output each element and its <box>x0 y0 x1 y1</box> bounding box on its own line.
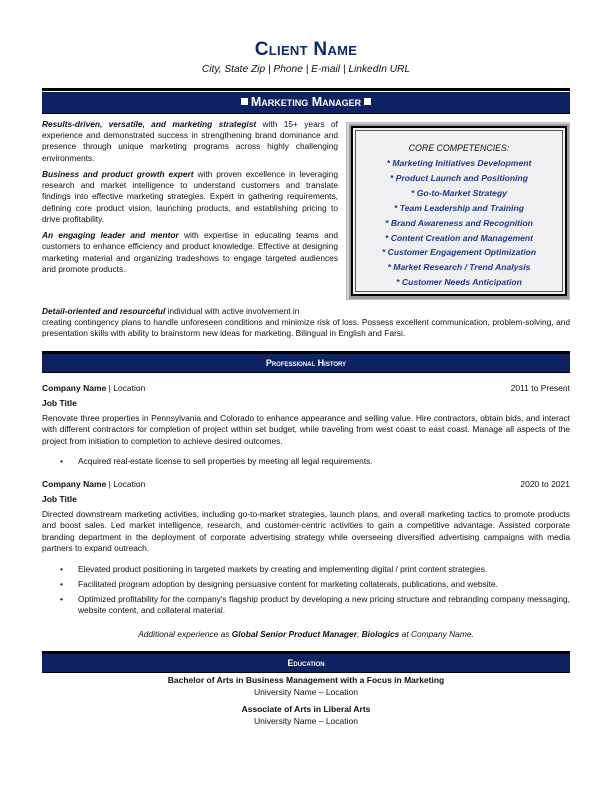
job-description: Directed downstream marketing activities, including go-to-market strategies, launch plans, and overall marketing tactics to promote products and boost sales. Led market intelligence, research, and customer-centric activities to gain a competitive advantage. Assisted corporate branding department in the deployment of corporate advertising strategy while overseeing diversified advertising campaigns with media partners to expand outreach. <box>42 509 570 554</box>
contact-line: City, State Zip | Phone | E-mail | LinkedIn URL <box>201 64 411 75</box>
additional-role: Global Senior Product Manager <box>231 629 357 639</box>
education-entry <box>42 674 570 698</box>
divider <box>42 88 570 91</box>
section-header-education: Education <box>42 654 570 673</box>
summary-text: with 15+ years of experience and demonstrated success in strengthening brand dominance and presence through unique marketing programs across highly challenging environments. <box>42 119 338 163</box>
degree: Bachelor of Arts in Business Management with a Focus in Marketing <box>167 675 445 685</box>
job-title: Job Title <box>42 398 77 408</box>
summary-text: with expertise in educating teams and customers to enhance efficiency and product knowledge. Effective at designing marketing material and organizing tradeshows to engage targeted audiences and promote products. <box>42 230 338 274</box>
title-banner <box>42 92 570 114</box>
summary-text: creating contingency plans to handle unforeseen conditions and minimize risk of loss. Possess excellent communication, problem-solving, and presentation skills with ability to brainstorm new ideas for marketing. Bilingual in English and Farsi. <box>42 317 570 339</box>
summary-text: with proven excellence in leveraging research and market intelligence to understand customers and translate findings into effective marketing strategies. Expert in gathering requirements, defining core product vision, launching products, and establishing pricing to drive profitability. <box>42 169 338 224</box>
competency-item: * Brand Awareness and Recognition <box>385 217 533 228</box>
separator: | <box>106 383 114 393</box>
bullet-text: Optimized profitability for the company's flagship product by developing a new pricing structure and rebranding company messaging, website content, and collateral material. <box>78 594 570 616</box>
bullet-item <box>42 579 570 590</box>
job-target-title: Marketing Manager <box>250 95 362 109</box>
additional-text: , <box>356 629 362 639</box>
competency-item: * Customer Engagement Optimization <box>381 247 537 258</box>
summary-lead: Business and product growth expert <box>42 169 194 179</box>
job-header <box>42 478 570 490</box>
competency-item: * Team Leadership and Training <box>394 202 524 213</box>
competency-item: * Content Creation and Management <box>384 232 533 243</box>
bullet-text: Acquired real-estate license to sell properties by meeting all legal requirements. <box>78 456 373 466</box>
bullet-icon: • <box>60 579 63 589</box>
bullet-text: Facilitated program adoption by designing persuasive content for marketing collaterals, publications, and website. <box>78 579 498 589</box>
competency-item: * Customer Needs Anticipation <box>396 277 522 288</box>
job-dates: 2020 to 2021 <box>520 479 570 489</box>
competency-item: * Go-to-Market Strategy <box>411 187 507 198</box>
additional-text: at Company Name. <box>399 629 474 639</box>
job-location: Location <box>113 383 146 393</box>
job-bullets <box>42 456 570 471</box>
company-name: Company Name <box>42 383 107 393</box>
competencies-title: CORE COMPETENCIES: <box>408 143 510 153</box>
summary-lead: An engaging leader and mentor <box>42 230 179 241</box>
summary <box>42 119 338 280</box>
job-header <box>42 382 570 394</box>
additional-area: Biologics <box>361 629 400 639</box>
bullet-icon: • <box>60 564 63 574</box>
job-bullets <box>42 564 570 620</box>
summary-line <box>42 306 570 317</box>
bullet-text: Elevated product positioning in targeted markets by creating and implementing digital / print content strategies. <box>78 564 488 574</box>
summary-text: individual with active involvement in <box>165 306 300 316</box>
additional-experience <box>42 628 570 640</box>
bullet-icon: • <box>60 594 63 604</box>
job-description: Renovate three properties in Pennsylvania and Colorado to enhance appearance and selling value. Hire contractors, obtain bids, and interact with different contractors for completion of project within set budget, while traveling from west coast to east coast. Manage all aspects of the project from initiation to completion to achieve desired outcomes. <box>42 413 570 446</box>
school: University Name – Location <box>254 687 358 697</box>
client-name: Client Name <box>254 39 358 60</box>
competency-item: * Marketing Initiatives Development <box>386 158 532 168</box>
separator: | <box>106 479 114 489</box>
summary-lead: Detail-oriented and resourceful <box>42 306 166 316</box>
core-competencies-box <box>351 126 567 296</box>
school: University Name – Location <box>254 716 358 726</box>
competency-item: * Product Launch and Positioning <box>390 172 528 183</box>
bullet-item <box>42 564 570 575</box>
competency-item: * Market Research / Trend Analysis <box>387 262 531 273</box>
summary-paragraph <box>42 119 338 164</box>
job-title: Job Title <box>42 494 77 504</box>
bullet-icon: • <box>60 456 63 466</box>
additional-text: Additional experience as <box>138 629 232 639</box>
degree: Associate of Arts in Liberal Arts <box>241 704 371 714</box>
bullet-item <box>42 594 570 617</box>
summary-paragraph <box>42 230 338 275</box>
square-icon <box>364 98 371 105</box>
summary-lead: Results-driven, versatile, and marketing strategist <box>42 119 257 129</box>
square-icon <box>241 98 248 105</box>
section-header-history: Professional History <box>42 354 570 373</box>
summary-paragraph <box>42 169 338 225</box>
job-dates: 2011 to Present <box>510 383 570 393</box>
education-entry <box>42 703 570 727</box>
company-name: Company Name <box>42 479 107 489</box>
job-location: Location <box>113 479 146 489</box>
bullet-item <box>42 456 570 467</box>
summary-paragraph-last <box>42 306 570 340</box>
